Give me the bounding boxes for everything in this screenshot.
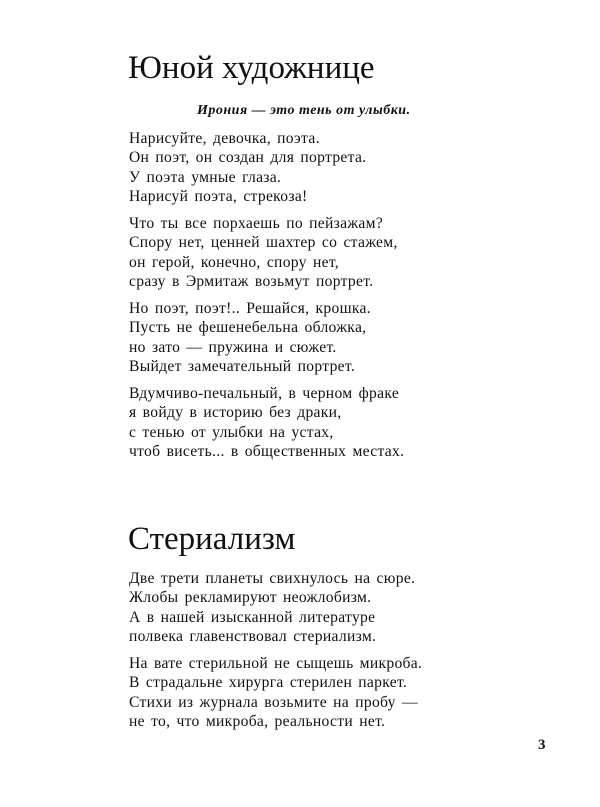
verse-line: Что ты все порхаешь по пейзажам?: [129, 215, 384, 232]
verse-line: Но поэт, поэт!.. Решайся, крошка.: [129, 300, 371, 317]
verse-line: Жлобы рекламируют неожлобизм.: [129, 589, 372, 607]
verse-line: но зато — пружина и сюжет.: [129, 338, 337, 356]
verse-line: не то, что микроба, реальности нет.: [129, 713, 386, 731]
verse-line: На вате стерильной не сыщешь микроба.: [129, 655, 423, 672]
verse-line: Пусть не фешенебельна обложка,: [129, 319, 367, 337]
stanza-2: [129, 214, 398, 292]
verse-line: полвека главенствовал стериализм.: [129, 628, 377, 646]
verse-line: Выйдет замечательный портрет.: [129, 358, 356, 376]
verse-line: Стихи из журнала возьмите на пробу —: [129, 693, 418, 711]
poem-title-2: Стериализм: [128, 521, 296, 557]
stanza-4: [129, 384, 404, 462]
verse-line: У поэта умные глаза.: [129, 168, 282, 186]
stanza-3: [129, 299, 371, 377]
epigraph: Ирония — это тень от улыбки.: [197, 103, 411, 118]
verse-line: Вдумчиво-печальный, в черном фраке: [129, 385, 400, 402]
verse-line: с тенью от улыбки на устах,: [129, 423, 334, 441]
verse-line: Спору нет, ценней шахтер со стажем,: [129, 234, 398, 252]
verse-line: сразу в Эрмитаж возьмут портрет.: [129, 273, 374, 291]
verse-line: он герой, конечно, спору нет,: [129, 253, 339, 271]
verse-line: Нарисуй поэта, стрекоза!: [129, 188, 308, 206]
verse-line: Он поэт, он создан для портрета.: [129, 149, 367, 167]
stanza-1: [129, 129, 366, 207]
page-number: 3: [538, 737, 546, 753]
stanza-6: [129, 654, 422, 732]
verse-line: Нарисуйте, девочка, поэта.: [129, 130, 320, 147]
verse-line: чтоб висеть... в общественных местах.: [129, 443, 405, 461]
stanza-5: [129, 569, 415, 647]
verse-line: Две трети планеты свихнулось на сюре.: [129, 570, 416, 587]
verse-line: А в нашей изысканной литературе: [129, 608, 376, 626]
verse-line: я войду в историю без драки,: [129, 404, 342, 422]
verse-line: В страдальне хирурга стерилен паркет.: [129, 674, 408, 692]
poem-title-1: Юной художнице: [128, 50, 375, 86]
